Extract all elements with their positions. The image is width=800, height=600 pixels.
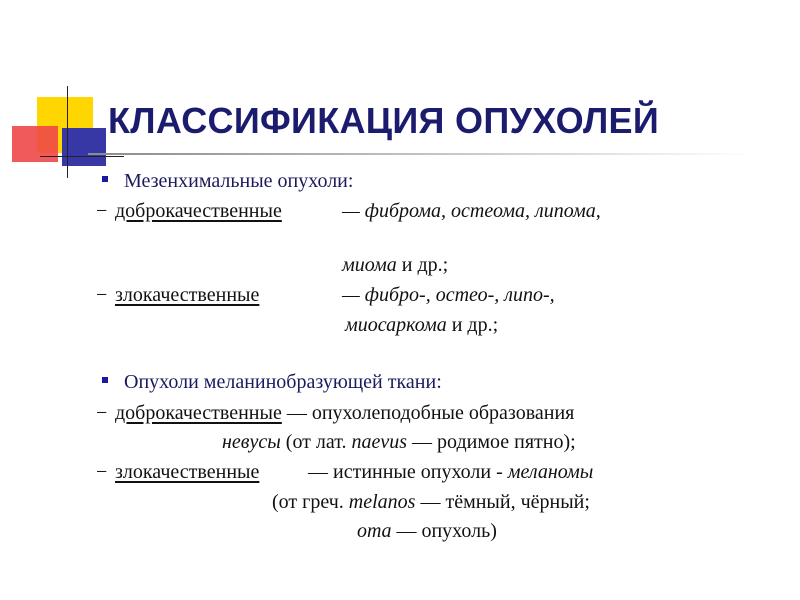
melanin-malignant-etymology-oma [357,520,497,543]
text: — тёмный, чёрный; [415,491,590,513]
melanin-benign-desc: — опухолеподобные образования [281,402,575,424]
section-heading-mesenchymal: Мезенхимальные опухоли: [124,170,354,192]
term-oma: oma [357,520,392,542]
term-nevus: невусы [222,431,281,453]
logo-horizontal-line [40,156,124,157]
page-title: КЛАССИФИКАЦИЯ ОПУХОЛЕЙ [108,100,660,141]
dash: − [96,200,108,222]
term-melanoma: меланомы [507,461,594,483]
logo-blue-square [62,128,106,166]
text: — опухоль) [391,520,497,542]
label-benign: доброкачественные [115,200,282,222]
melanin-benign-etymology [222,431,576,454]
text: — родимое пятно); [407,431,576,453]
dash: − [96,461,108,483]
text: (от лат. [280,431,352,453]
label-malignant: злокачественные [115,461,260,483]
logo-vertical-line [67,86,68,178]
melanin-benign-line [115,402,574,425]
bullet-icon [102,176,108,182]
label-benign: доброкачественные [115,402,282,424]
term-naevus: naevus [351,431,408,453]
label-malignant: злокачественные [115,284,260,306]
text: (от греч. [272,491,349,513]
melanin-malignant-etymology [272,491,590,514]
benign-examples: — фиброма, остеома, липома, [342,200,601,222]
dash: − [96,402,108,424]
malignant-examples-rest: и др.; [446,314,499,336]
malignant-examples-italic: миосаркома [345,314,447,336]
bullet-icon [102,377,108,383]
text: — истинные опухоли - [308,461,508,483]
section-heading-melanin: Опухоли меланинобразующей ткани: [124,371,442,393]
dash: − [96,284,108,306]
malignant-examples: — фибро-, остео-, липо-, [342,284,555,306]
melanin-malignant-desc [308,461,593,484]
title-underline [88,153,753,155]
benign-examples-italic: миома [342,254,397,276]
benign-examples-rest: и др.; [396,254,449,276]
term-melanos: melanos [348,491,416,513]
benign-examples-cont [342,254,448,277]
malignant-examples-cont [345,314,498,337]
